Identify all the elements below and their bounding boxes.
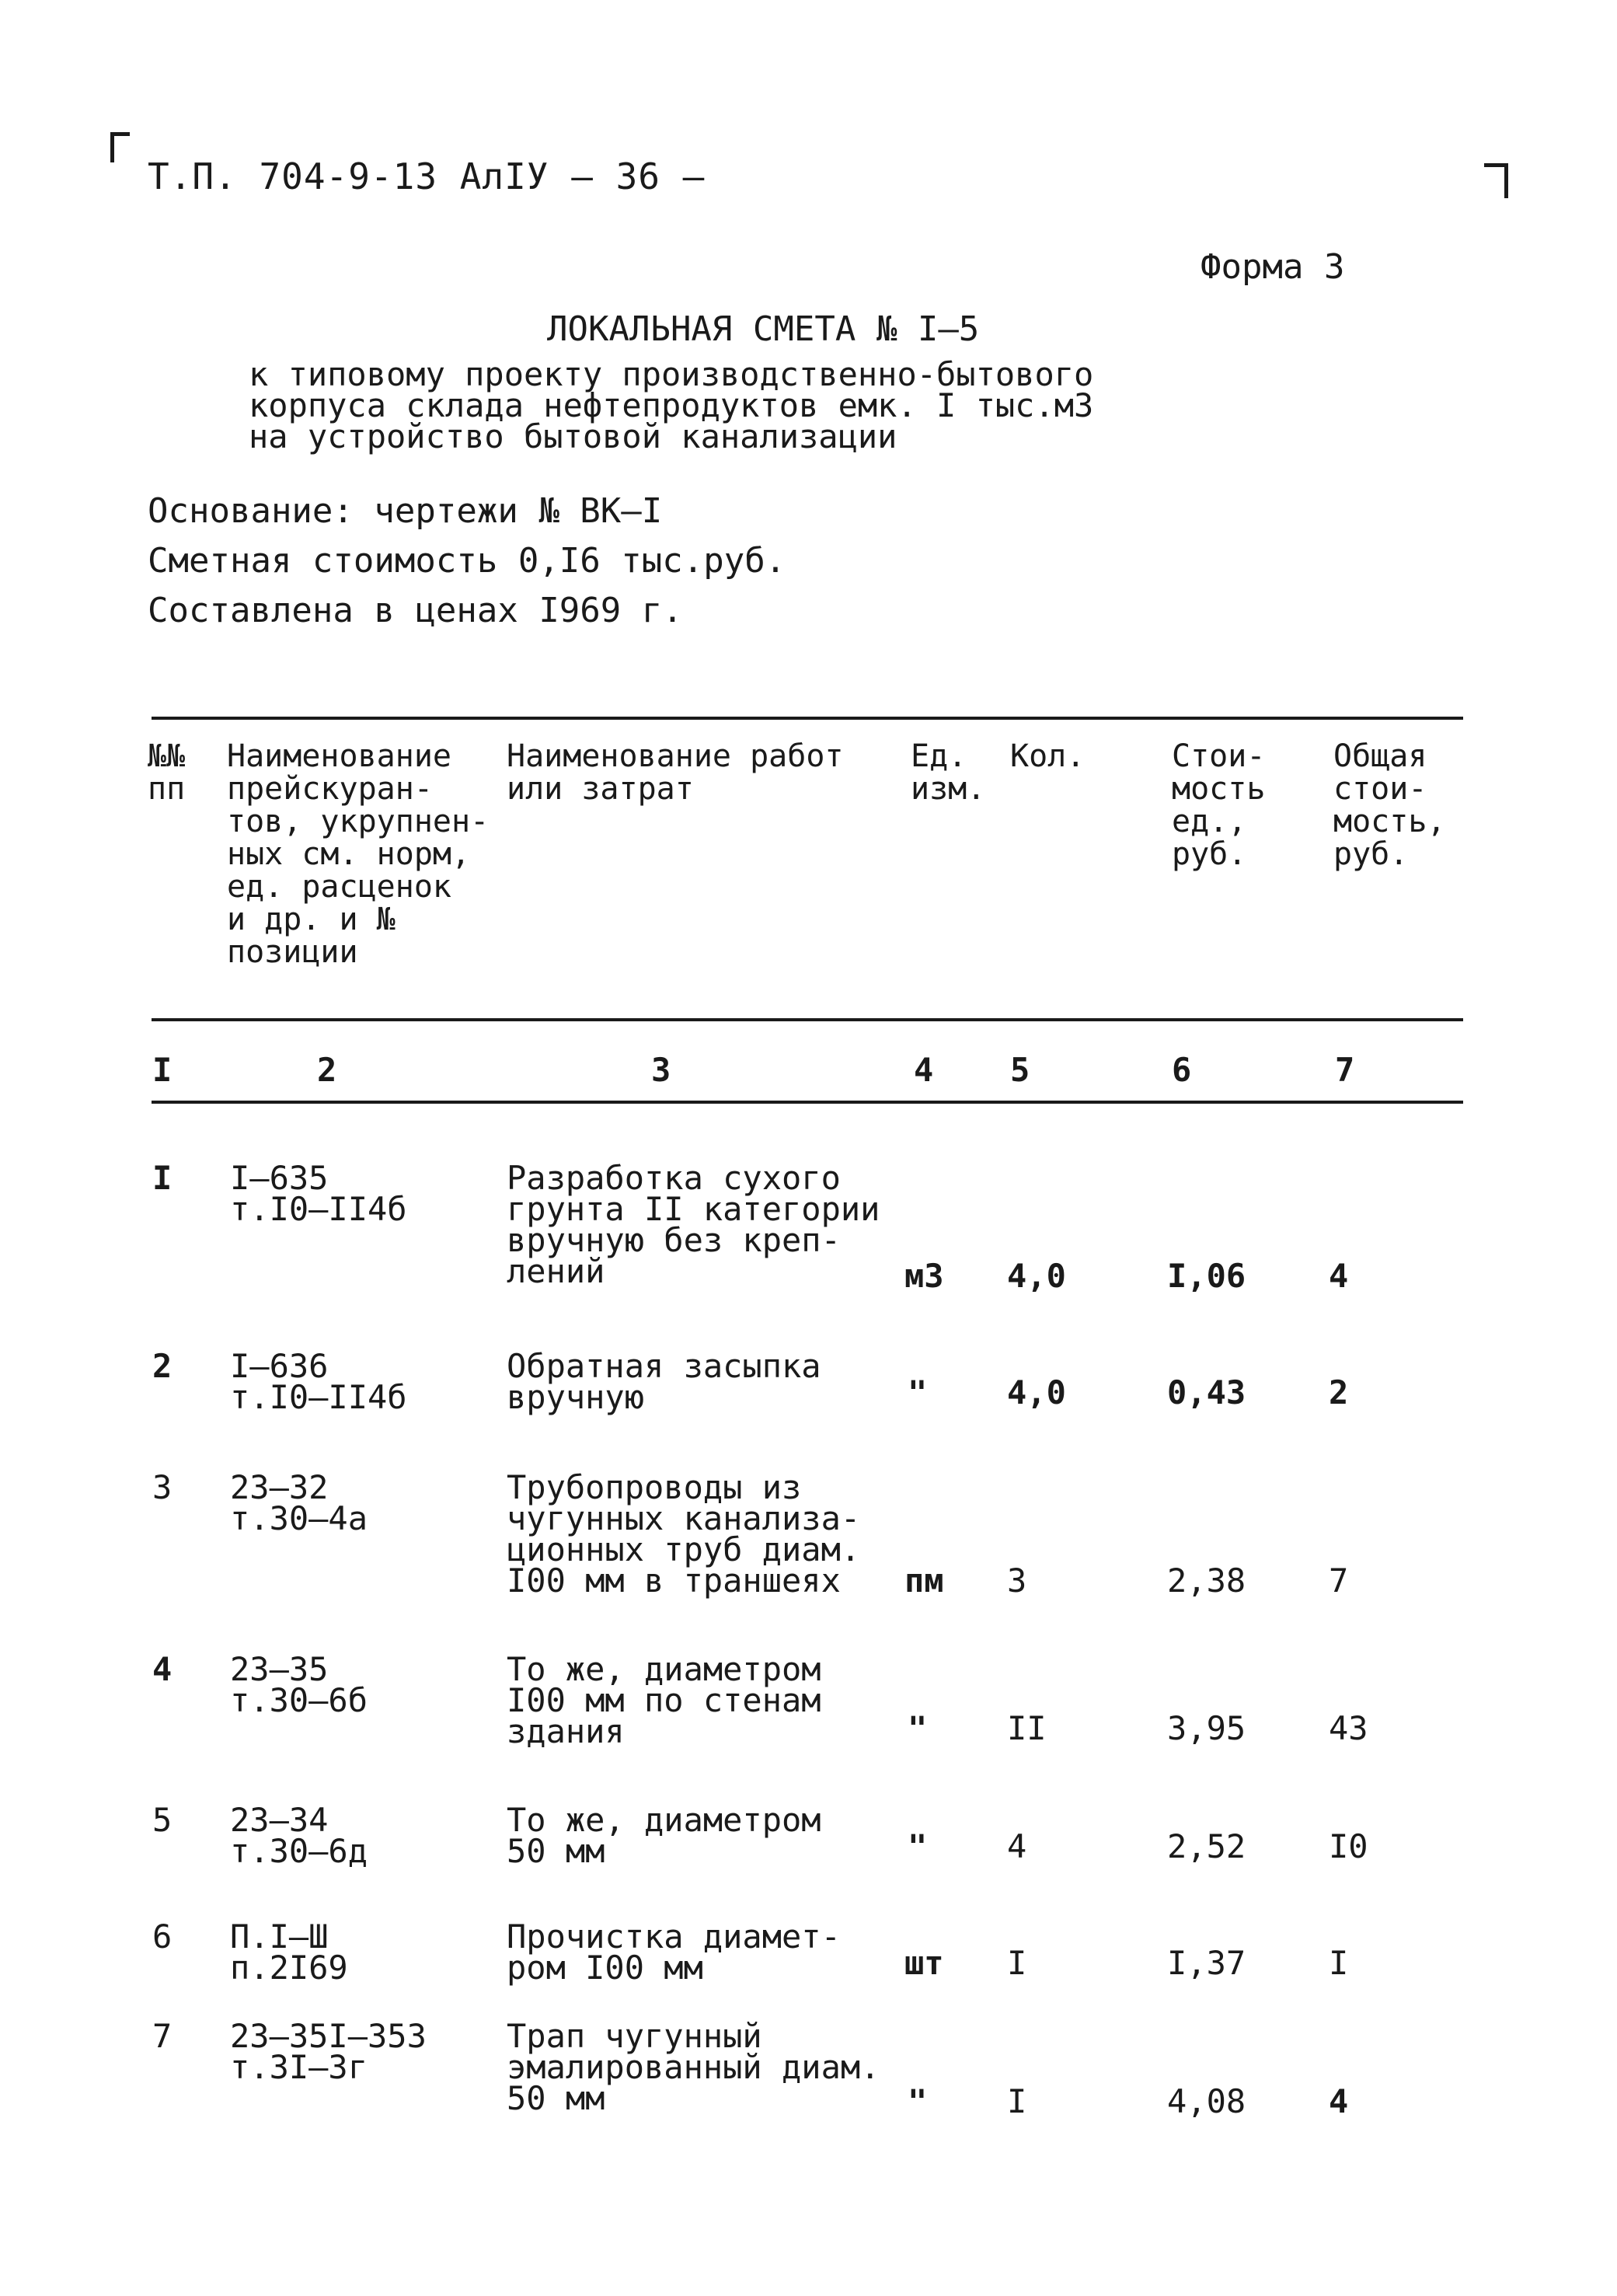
- row-work: То же, диаметром I00 мм по стенам здания: [507, 1650, 821, 1750]
- header-col-5: Кол.: [1010, 738, 1086, 774]
- column-number: 6: [1172, 1051, 1192, 1089]
- header-col-1: №№ пп: [148, 738, 186, 807]
- row-code: I–636 т.I0–II4б: [230, 1347, 407, 1416]
- row-total: I: [1329, 1944, 1349, 1982]
- row-number: 5: [152, 1801, 173, 1839]
- row-unit: ": [908, 2082, 928, 2120]
- estimate-subtitle: к типовому проекту производственно-бытового корпуса склада нефтепродуктов емк. I тыс.м3 на устройство бытовой канализации: [249, 355, 1094, 455]
- cost-line: Сметная стоимость 0,I6 тыс.руб.: [148, 541, 786, 581]
- row-price: I,06: [1167, 1257, 1246, 1295]
- row-qty: 4: [1007, 1827, 1027, 1865]
- row-code: 23–35I–353 т.3I–3г: [230, 2017, 427, 2086]
- header-col-3: Наименование работ или затрат: [507, 738, 844, 807]
- row-code: 23–32 т.30–4а: [230, 1468, 368, 1537]
- row-code: I–635 т.I0–II4б: [230, 1159, 407, 1228]
- column-number: 4: [914, 1051, 934, 1089]
- row-code: П.I–Ш п.2I69: [230, 1917, 348, 1987]
- estimate-title: ЛОКАЛЬНАЯ СМЕТА № I–5: [547, 309, 980, 349]
- row-work: То же, диаметром 50 мм: [507, 1801, 821, 1870]
- row-total: 43: [1329, 1709, 1368, 1747]
- row-work: Обратная засыпка вручную: [507, 1347, 821, 1416]
- header-col-4: Ед. изм.: [911, 738, 986, 807]
- row-number: 3: [152, 1468, 173, 1506]
- row-total: 4: [1329, 1257, 1349, 1295]
- row-unit: ": [908, 1373, 928, 1411]
- row-number: I: [152, 1159, 173, 1197]
- row-qty: 3: [1007, 1561, 1027, 1600]
- row-price: 0,43: [1167, 1373, 1246, 1411]
- column-number: 3: [651, 1051, 671, 1089]
- row-price: 2,52: [1167, 1827, 1246, 1865]
- row-total: 7: [1329, 1561, 1349, 1600]
- row-unit: шт: [904, 1944, 944, 1982]
- row-unit: ": [908, 1827, 928, 1865]
- row-number: 4: [152, 1650, 173, 1688]
- row-work: Разработка сухого грунта II категории вручную без креп- лений: [507, 1159, 880, 1290]
- row-price: 3,95: [1167, 1709, 1246, 1747]
- row-number: 7: [152, 2017, 173, 2055]
- header-col-7: Общая стои- мость, руб.: [1333, 738, 1446, 872]
- header-col-6: Стои- мость ед., руб.: [1172, 738, 1266, 872]
- prices-line: Составлена в ценах I969 г.: [148, 591, 683, 630]
- row-number: 2: [152, 1347, 173, 1385]
- row-total: I0: [1329, 1827, 1368, 1865]
- basis-line: Основание: чертежи № ВК–I: [148, 491, 663, 531]
- row-qty: II: [1007, 1709, 1047, 1747]
- row-price: I,37: [1167, 1944, 1246, 1982]
- column-numbers-rule: [152, 1101, 1463, 1104]
- corner-mark-left: [110, 132, 130, 162]
- row-unit: ": [908, 1709, 928, 1747]
- row-qty: 4,0: [1007, 1257, 1066, 1295]
- row-unit: м3: [904, 1257, 944, 1295]
- row-qty: I: [1007, 2082, 1027, 2120]
- corner-mark-right: [1484, 163, 1508, 198]
- row-number: 6: [152, 1917, 173, 1956]
- row-total: 2: [1329, 1373, 1349, 1411]
- row-price: 4,08: [1167, 2082, 1246, 2120]
- header-bottom-rule: [152, 1018, 1463, 1021]
- row-qty: 4,0: [1007, 1373, 1066, 1411]
- row-code: 23–34 т.30–6д: [230, 1801, 368, 1870]
- row-qty: I: [1007, 1944, 1027, 1982]
- column-number: 2: [317, 1051, 337, 1089]
- table-top-rule: [152, 717, 1463, 720]
- row-unit: пм: [904, 1561, 944, 1600]
- row-work: Трап чугунный эмалированный диам. 50 мм: [507, 2017, 880, 2117]
- row-work: Прочистка диамет- ром I00 мм: [507, 1917, 841, 1987]
- column-number: 5: [1010, 1051, 1030, 1089]
- row-code: 23–35 т.30–6б: [230, 1650, 368, 1719]
- document-code: Т.П. 704-9-13 АлIУ — 36 —: [148, 155, 706, 197]
- column-number: I: [152, 1051, 173, 1089]
- row-price: 2,38: [1167, 1561, 1246, 1600]
- row-total: 4: [1329, 2082, 1349, 2120]
- row-work: Трубопроводы из чугунных канализа- ционных труб диам. I00 мм в траншеях: [507, 1468, 861, 1600]
- header-col-2: Наименование прейскуран- тов, укрупнен- ных см. норм, ед. расценок и др. и № позиции: [227, 738, 490, 970]
- form-label: Форма 3: [1201, 247, 1345, 287]
- column-number: 7: [1335, 1051, 1355, 1089]
